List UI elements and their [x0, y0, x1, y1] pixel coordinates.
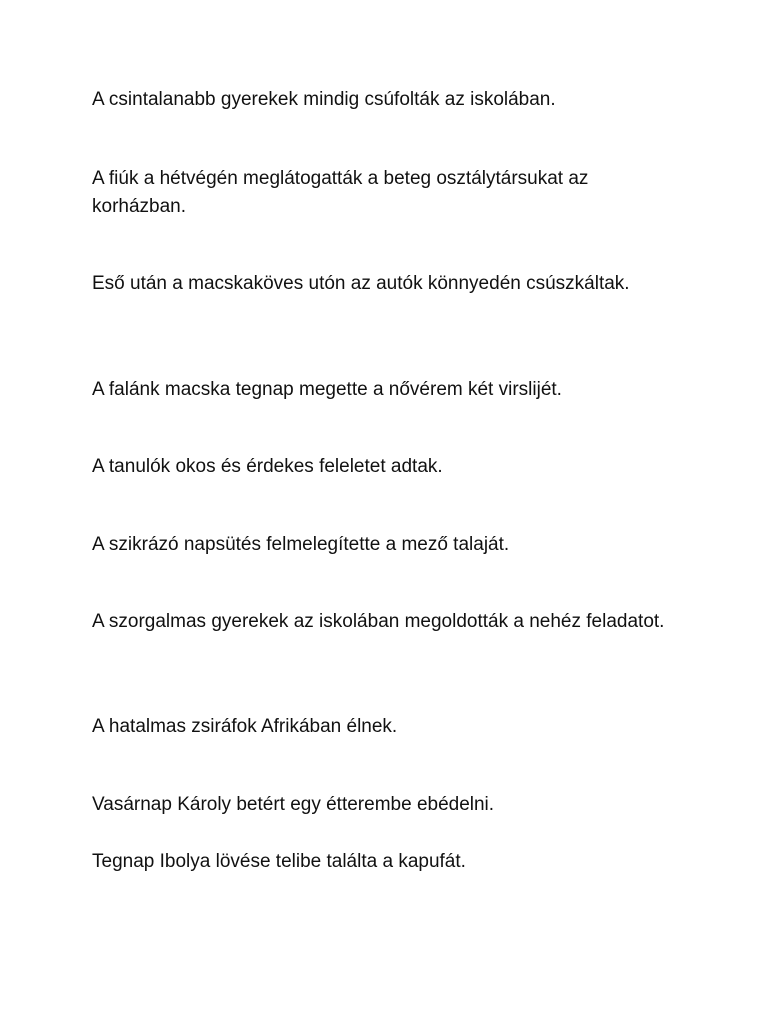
sentence-8: A hatalmas zsiráfok Afrikában élnek.	[92, 716, 398, 737]
sentence-10: Tegnap Ibolya lövése telibe találta a kapufát.	[92, 851, 466, 872]
sentence-3: Eső után a macskaköves utón az autók könnyedén csúszkáltak.	[92, 273, 630, 294]
sentence-4: A falánk macska tegnap megette a nővérem két virslijét.	[92, 379, 562, 400]
sentence-6: A szikrázó napsütés felmelegítette a mező talaját.	[92, 534, 510, 555]
sentence-9: Vasárnap Károly betért egy étterembe ebédelni.	[92, 794, 495, 815]
sentence-7: A szorgalmas gyerekek az iskolában megoldották a nehéz feladatot.	[92, 611, 665, 632]
sentence-1: A csintalanabb gyerekek mindig csúfolták az iskolában.	[92, 89, 556, 110]
sentence-2: A fiúk a hétvégén meglátogatták a beteg osztálytársukat az korházban.	[92, 168, 589, 217]
sentence-5: A tanulók okos és érdekes feleletet adtak.	[92, 456, 443, 477]
